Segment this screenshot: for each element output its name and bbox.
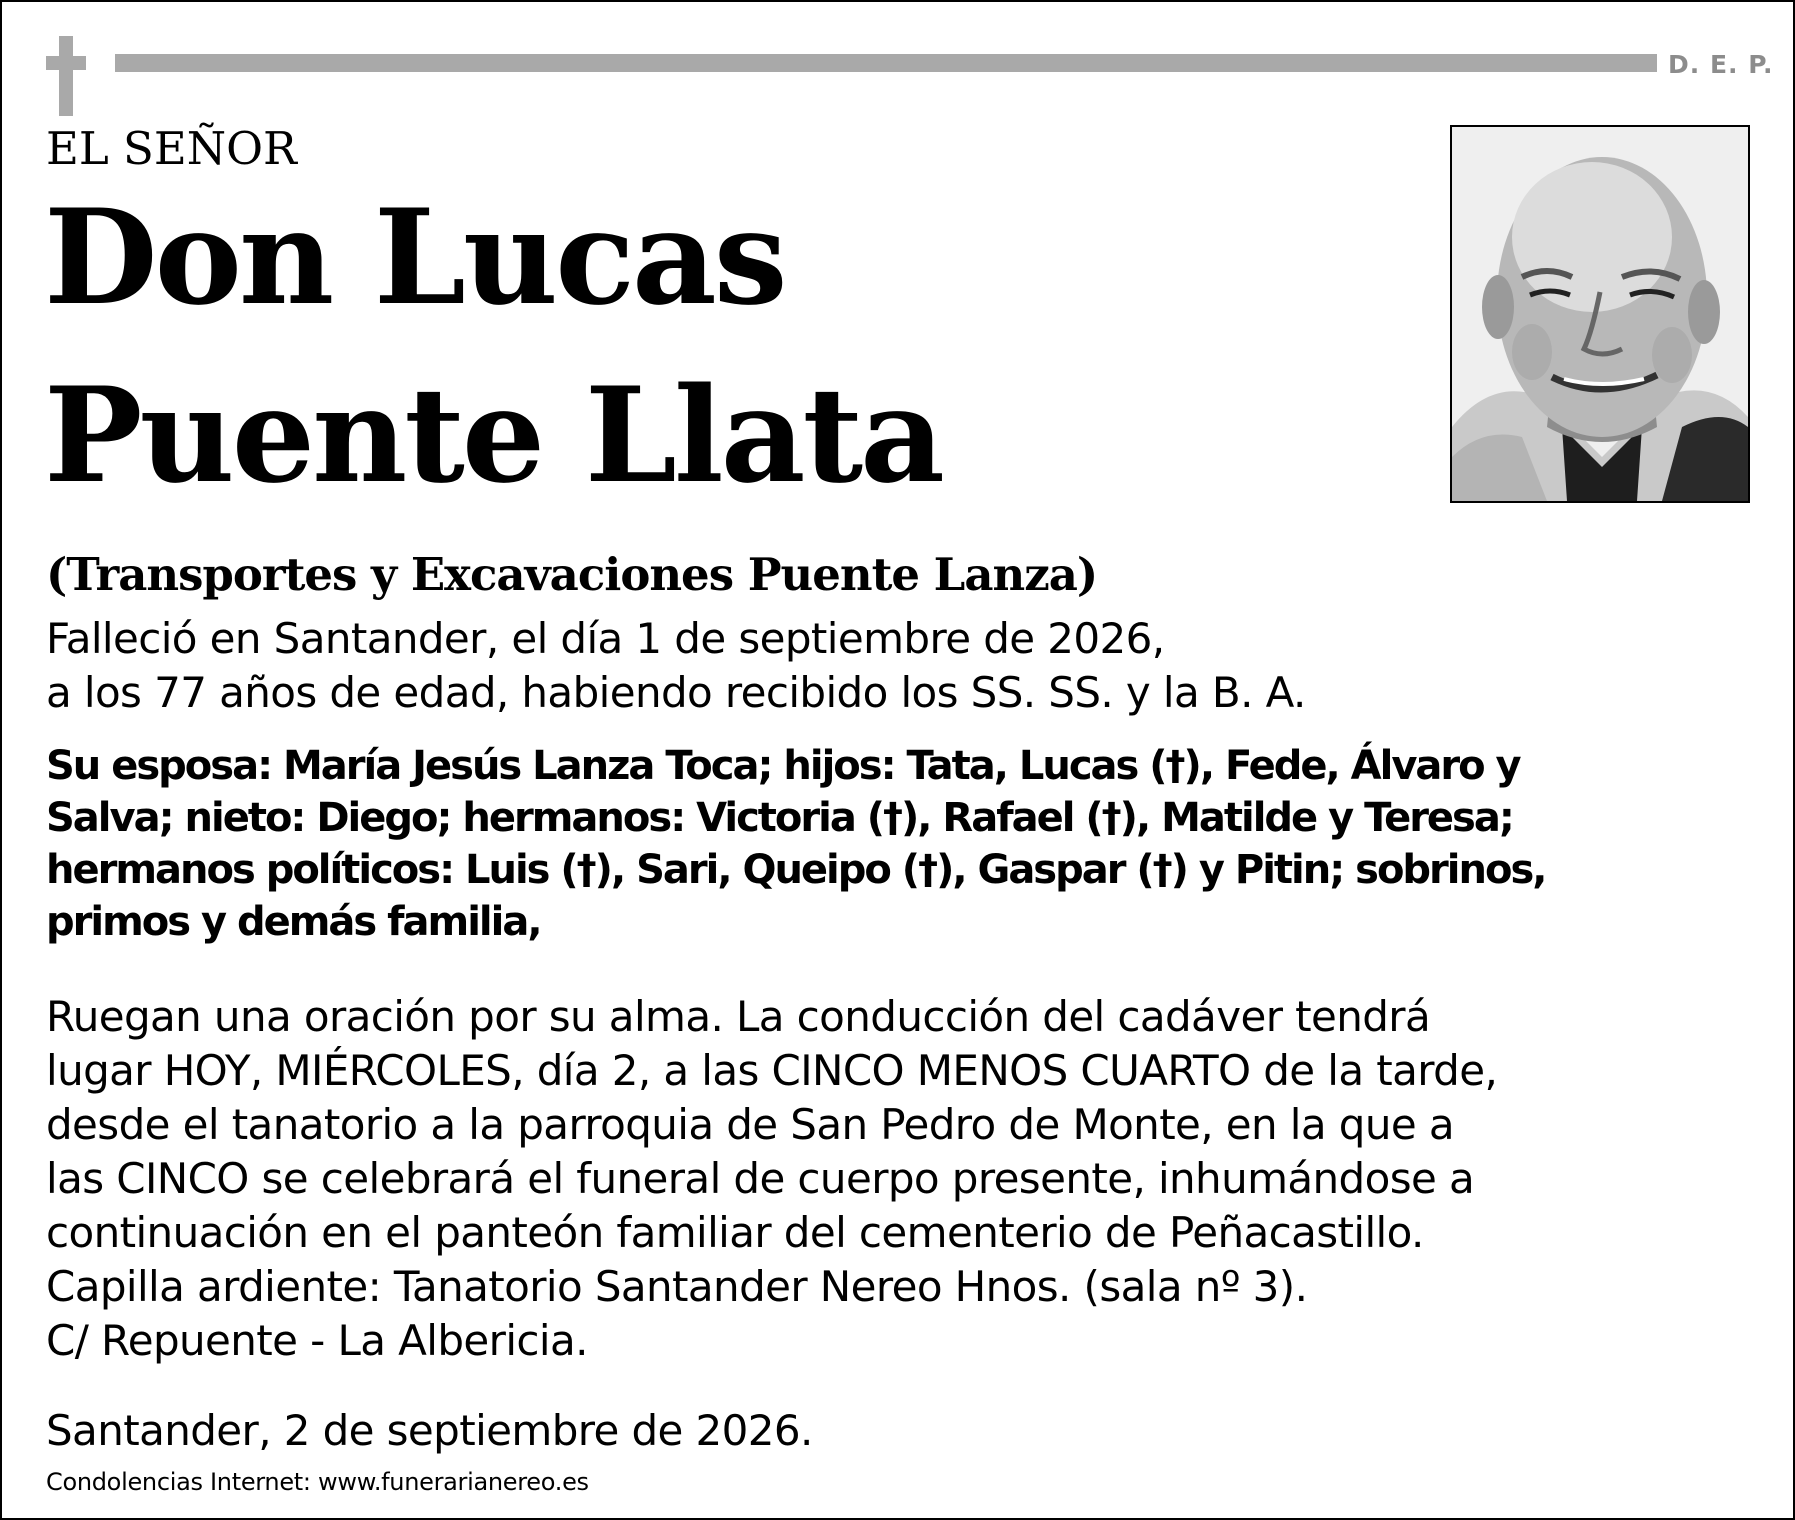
dep-mark: D. E. P. (1668, 50, 1774, 79)
death-info-line: a los 77 años de edad, habiendo recibido los SS. SS. y la B. A. (46, 668, 1306, 717)
death-info-line: Falleció en Santander, el día 1 de septiembre de 2026, (46, 614, 1165, 663)
death-info (46, 612, 1306, 720)
company-name: (Transportes y Excavaciones Puente Lanza) (46, 548, 1098, 601)
honorific-label: EL SEÑOR (46, 122, 297, 175)
deceased-name-line2: Puente Llata (44, 358, 942, 512)
header-rule (115, 54, 1657, 72)
funeral-line: lugar HOY, MIÉRCOLES, día 2, a las CINCO MENOS CUARTO de la tarde, (46, 1046, 1498, 1095)
funeral-details (46, 990, 1497, 1368)
portrait-illustration (1452, 127, 1748, 501)
cross-icon (46, 36, 86, 116)
funeral-line: C/ Repuente - La Albericia. (46, 1316, 588, 1365)
funeral-line: desde el tanatorio a la parroquia de San Pedro de Monte, en la que a (46, 1100, 1454, 1149)
portrait-photo (1450, 125, 1750, 503)
condolences-note: Condolencias Internet: www.funerarianereo.es (46, 1468, 589, 1496)
family-list (46, 740, 1545, 948)
funeral-line: Capilla ardiente: Tanatorio Santander Nereo Hnos. (sala nº 3). (46, 1262, 1308, 1311)
deceased-name-line1: Don Lucas (44, 180, 785, 334)
place-date: Santander, 2 de septiembre de 2026. (46, 1406, 813, 1455)
family-line: hermanos políticos: Luis (†), Sari, Queipo (†), Gaspar (†) y Pitin; sobrinos, (46, 847, 1546, 893)
family-line: Salva; nieto: Diego; hermanos: Victoria (†), Rafael (†), Matilde y Teresa; (46, 795, 1513, 841)
funeral-line: continuación en el panteón familiar del cementerio de Peñacastillo. (46, 1208, 1424, 1257)
family-line: Su esposa: María Jesús Lanza Toca; hijos: Tata, Lucas (†), Fede, Álvaro y (46, 743, 1520, 789)
funeral-line: Ruegan una oración por su alma. La conducción del cadáver tendrá (46, 992, 1431, 1041)
family-line: primos y demás familia, (46, 899, 541, 945)
funeral-line: las CINCO se celebrará el funeral de cuerpo presente, inhumándose a (46, 1154, 1475, 1203)
